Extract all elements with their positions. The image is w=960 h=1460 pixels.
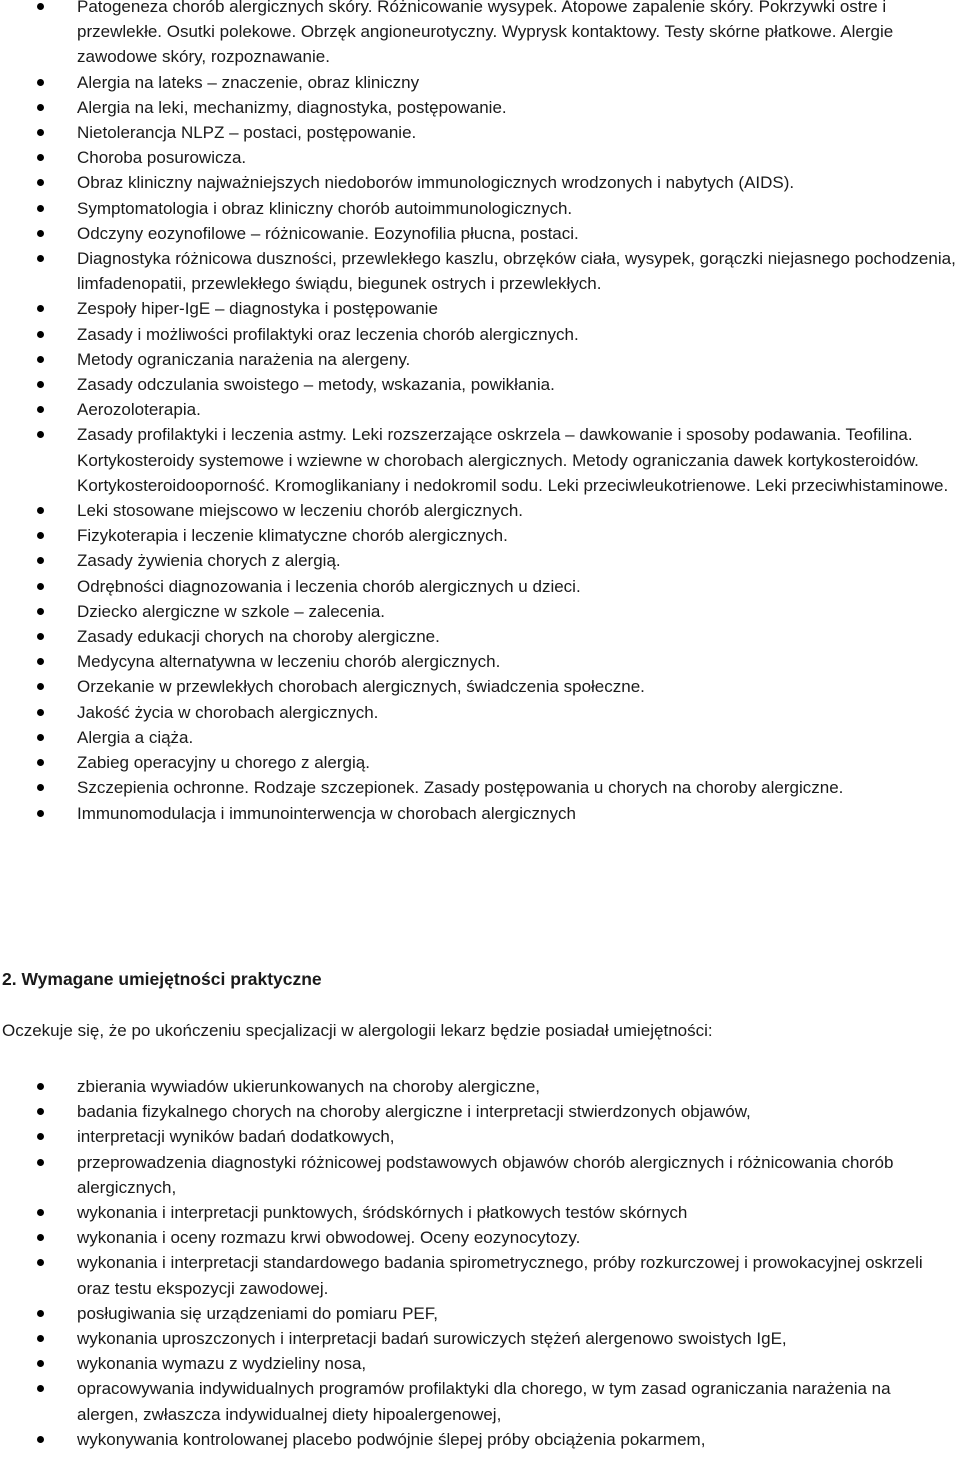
- practical-skills-list: [0, 1074, 960, 1452]
- list-item: Zespoły hiper-IgE – diagnostyka i postępowanie: [0, 296, 960, 321]
- list-item: zbierania wywiadów ukierunkowanych na choroby alergiczne,: [0, 1074, 960, 1099]
- section-heading: 2. Wymagane umiejętności praktyczne: [2, 969, 322, 989]
- list-item: Choroba posurowicza.: [0, 145, 960, 170]
- list-item: Zasady edukacji chorych na choroby alergiczne.: [0, 624, 960, 649]
- list-item: Fizykoterapia i leczenie klimatyczne chorób alergicznych.: [0, 523, 960, 548]
- list-item: Obraz kliniczny najważniejszych niedoborów immunologicznych wrodzonych i nabytych (AIDS).: [0, 170, 960, 195]
- list-item: interpretacji wyników badań dodatkowych,: [0, 1124, 960, 1149]
- list-item: Odczyny eozynofilowe – różnicowanie. Eozynofilia płucna, postaci.: [0, 221, 960, 246]
- list-item: Dziecko alergiczne w szkole – zalecenia.: [0, 599, 960, 624]
- list-item: posługiwania się urządzeniami do pomiaru PEF,: [0, 1301, 960, 1326]
- list-item: Zabieg operacyjny u chorego z alergią.: [0, 750, 960, 775]
- list-item: Odrębności diagnozowania i leczenia chorób alergicznych u dzieci.: [0, 574, 960, 599]
- list-item: Patogeneza chorób alergicznych skóry. Różnicowanie wysypek. Atopowe zapalenie skóry. Pokrzywki ostre i przewlekłe. Osutki polekowe. Obrzęk angioneurotyczny. Wyprysk kontaktowy. Testy skórne płatkowe. Alergie zawodowe skóry, rozpoznawanie.: [0, 0, 960, 70]
- section-intro: Oczekuje się, że po ukończeniu specjalizacji w alergologii lekarz będzie posiadał umiejętności:: [2, 1021, 713, 1040]
- list-item: Orzekanie w przewlekłych chorobach alergicznych, świadczenia społeczne.: [0, 674, 960, 699]
- list-item: Medycyna alternatywna w leczeniu chorób alergicznych.: [0, 649, 960, 674]
- list-item: Diagnostyka różnicowa duszności, przewlekłego kaszlu, obrzęków ciała, wysypek, gorączki niejasnego pochodzenia, limfadenopatii, przewlekłego świądu, biegunek ostrych i przewlekłych.: [0, 246, 960, 296]
- list-item: Metody ograniczania narażenia na alergeny.: [0, 347, 960, 372]
- list-item: opracowywania indywidualnych programów profilaktyki dla chorego, w tym zasad ograniczania narażenia na alergen, zwłaszcza indywidualnej diety hipoalergenowej,: [0, 1376, 960, 1426]
- list-item: Zasady żywienia chorych z alergią.: [0, 548, 960, 573]
- list-item: Alergia na leki, mechanizmy, diagnostyka, postępowanie.: [0, 95, 960, 120]
- list-item: Jakość życia w chorobach alergicznych.: [0, 700, 960, 725]
- list-item: badania fizykalnego chorych na choroby alergiczne i interpretacji stwierdzonych objawów,: [0, 1099, 960, 1124]
- list-item: Alergia a ciąża.: [0, 725, 960, 750]
- list-item: wykonania wymazu z wydzieliny nosa,: [0, 1351, 960, 1376]
- list-item: wykonania i interpretacji standardowego badania spirometrycznego, próby rozkurczowej i prowokacyjnej oskrzeli oraz testu ekspozycji zawodowej.: [0, 1250, 960, 1300]
- list-item: Zasady i możliwości profilaktyki oraz leczenia chorób alergicznych.: [0, 322, 960, 347]
- list-item: wykonywania kontrolowanej placebo podwójnie ślepej próby obciążenia pokarmem,: [0, 1427, 960, 1452]
- list-item: Alergia na lateks – znaczenie, obraz kliniczny: [0, 70, 960, 95]
- list-item: Symptomatologia i obraz kliniczny chorób autoimmunologicznych.: [0, 196, 960, 221]
- list-item: przeprowadzenia diagnostyki różnicowej podstawowych objawów chorób alergicznych i różnicowania chorób alergicznych,: [0, 1150, 960, 1200]
- list-item: Szczepienia ochronne. Rodzaje szczepionek. Zasady postępowania u chorych na choroby alergiczne.: [0, 775, 960, 800]
- list-item: wykonania i interpretacji punktowych, śródskórnych i płatkowych testów skórnych: [0, 1200, 960, 1225]
- list-item: Immunomodulacja i immunointerwencja w chorobach alergicznych: [0, 801, 960, 826]
- list-item: Aerozoloterapia.: [0, 397, 960, 422]
- list-item: Leki stosowane miejscowo w leczeniu chorób alergicznych.: [0, 498, 960, 523]
- list-item: Zasady odczulania swoistego – metody, wskazania, powikłania.: [0, 372, 960, 397]
- list-item: wykonania uproszczonych i interpretacji badań surowiczych stężeń alergenowo swoistych IgE,: [0, 1326, 960, 1351]
- list-item: wykonania i oceny rozmazu krwi obwodowej. Oceny eozynocytozy.: [0, 1225, 960, 1250]
- list-item: Zasady profilaktyki i leczenia astmy. Leki rozszerzające oskrzela – dawkowanie i sposoby podawania. Teofilina. Kortykosteroidy systemowe i wziewne w chorobach alergicznych. Metody ograniczania dawek kortykosteroidów. Kortykosteroidooporność. Kromoglikaniany i nedokromil sodu. Leki przeciwleukotrienowe. Leki przeciwhistaminowe.: [0, 422, 960, 498]
- list-item: Nietolerancja NLPZ – postaci, postępowanie.: [0, 120, 960, 145]
